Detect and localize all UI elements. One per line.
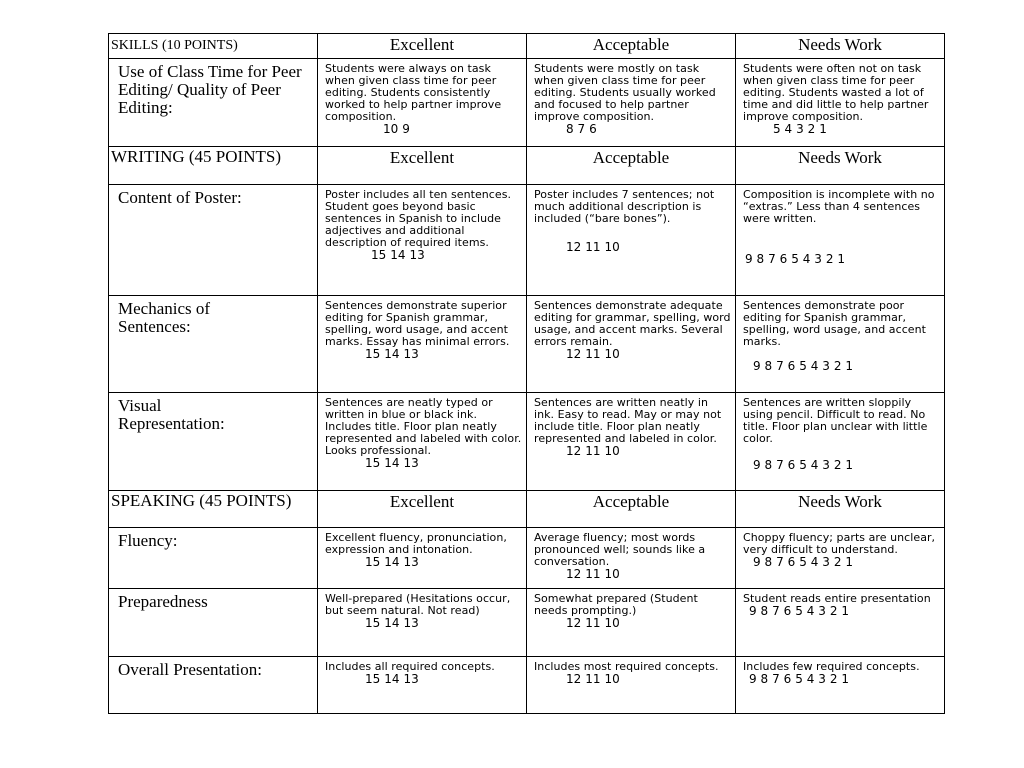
needs-work-scores: 5 4 3 2 1 bbox=[773, 122, 827, 136]
excellent-cell bbox=[318, 59, 527, 147]
excellent-scores: 15 14 13 bbox=[365, 672, 419, 686]
needs-work-scores: 9 8 7 6 5 4 3 2 1 bbox=[749, 672, 850, 686]
criterion-label: Content of Poster: bbox=[118, 188, 242, 207]
needs-work-description: Composition is incomplete with no “extras.” Less than 4 sentences were written. bbox=[743, 188, 935, 225]
header-excellent: Excellent bbox=[318, 147, 527, 185]
needs-work-cell bbox=[736, 185, 945, 296]
header-excellent: Excellent bbox=[318, 491, 527, 528]
needs-work-description: Sentences are written sloppily using pencil. Difficult to read. No title. Floor plan unclear with little color. bbox=[743, 396, 928, 445]
needs-work-scores: 9 8 7 6 5 4 3 2 1 bbox=[749, 604, 850, 618]
criterion-cell bbox=[109, 296, 318, 393]
criterion-label: Use of Class Time for Peer Editing/ Quality of Peer Editing: bbox=[118, 62, 302, 117]
skills-section-label: SKILLS (10 POINTS) bbox=[109, 34, 318, 59]
header-acceptable: Acceptable bbox=[527, 34, 736, 59]
rubric-row-class-time bbox=[109, 59, 945, 147]
header-needs-work: Needs Work bbox=[736, 147, 945, 185]
acceptable-scores: 8 7 6 bbox=[566, 122, 597, 136]
writing-header-row bbox=[109, 147, 945, 185]
excellent-description: Poster includes all ten sentences. Student goes beyond basic sentences in Spanish to include adjectives and additional description of required items. bbox=[325, 188, 512, 249]
acceptable-cell bbox=[527, 185, 736, 296]
criterion-label: Mechanics of Sentences: bbox=[118, 299, 211, 336]
criterion-cell bbox=[109, 59, 318, 147]
excellent-cell bbox=[318, 185, 527, 296]
excellent-scores: 15 14 13 bbox=[365, 456, 419, 470]
acceptable-description: Poster includes 7 sentences; not much additional description is included (“bare bones”). bbox=[534, 188, 715, 225]
acceptable-description: Sentences are written neatly in ink. Easy to read. May or may not include title. Floor plan neatly represented and labeled in color. bbox=[534, 396, 722, 445]
excellent-description: Excellent fluency, pronunciation, expression and intonation. bbox=[325, 531, 507, 556]
rubric-row-preparedness bbox=[109, 589, 945, 657]
rubric-table bbox=[108, 33, 945, 714]
excellent-scores: 15 14 13 bbox=[365, 347, 419, 361]
excellent-cell bbox=[318, 393, 527, 491]
speaking-section-label: SPEAKING (45 POINTS) bbox=[109, 491, 318, 528]
needs-work-cell bbox=[736, 528, 945, 589]
header-excellent: Excellent bbox=[318, 34, 527, 59]
excellent-description: Students were always on task when given class time for peer editing. Students consistently worked to help partner improve composition. bbox=[325, 62, 502, 123]
acceptable-scores: 12 11 10 bbox=[566, 567, 620, 581]
excellent-cell bbox=[318, 296, 527, 393]
excellent-description: Sentences are neatly typed or written in blue or black ink. Includes title. Floor plan neatly represented and labeled with color. Looks professional. bbox=[325, 396, 522, 457]
criterion-label: Overall Presentation: bbox=[118, 660, 262, 679]
skills-header-row bbox=[109, 34, 945, 59]
header-acceptable: Acceptable bbox=[527, 147, 736, 185]
excellent-scores: 15 14 13 bbox=[365, 616, 419, 630]
needs-work-cell bbox=[736, 296, 945, 393]
criterion-cell bbox=[109, 528, 318, 589]
acceptable-description: Average fluency; most words pronounced well; sounds like a conversation. bbox=[534, 531, 706, 568]
acceptable-cell bbox=[527, 296, 736, 393]
needs-work-description: Includes few required concepts. bbox=[743, 660, 920, 673]
acceptable-scores: 12 11 10 bbox=[566, 616, 620, 630]
acceptable-cell bbox=[527, 589, 736, 657]
needs-work-cell bbox=[736, 657, 945, 714]
needs-work-description: Choppy fluency; parts are unclear, very difficult to understand. bbox=[743, 531, 936, 556]
needs-work-cell bbox=[736, 59, 945, 147]
needs-work-scores: 9 8 7 6 5 4 3 2 1 bbox=[753, 359, 854, 373]
acceptable-scores: 12 11 10 bbox=[566, 444, 620, 458]
acceptable-description: Somewhat prepared (Student needs prompting.) bbox=[534, 592, 698, 617]
needs-work-description: Students were often not on task when given class time for peer editing. Students wasted a lot of time and did little to help partner improve composition. bbox=[743, 62, 929, 123]
needs-work-scores: 9 8 7 6 5 4 3 2 1 bbox=[753, 555, 854, 569]
excellent-description: Well-prepared (Hesitations occur, but seem natural. Not read) bbox=[325, 592, 511, 617]
criterion-label: Visual Representation: bbox=[118, 396, 225, 433]
excellent-scores: 10 9 bbox=[383, 122, 410, 136]
excellent-description: Includes all required concepts. bbox=[325, 660, 495, 673]
acceptable-cell bbox=[527, 528, 736, 589]
criterion-label: Preparedness bbox=[118, 592, 208, 611]
rubric-row-overall-presentation bbox=[109, 657, 945, 714]
header-acceptable: Acceptable bbox=[527, 491, 736, 528]
excellent-cell bbox=[318, 657, 527, 714]
needs-work-cell bbox=[736, 589, 945, 657]
needs-work-description: Student reads entire presentation bbox=[743, 592, 931, 605]
rubric-row-mechanics bbox=[109, 296, 945, 393]
needs-work-description: Sentences demonstrate poor editing for Spanish grammar, spelling, word usage, and accent marks. bbox=[743, 299, 926, 348]
acceptable-description: Sentences demonstrate adequate editing for grammar, spelling, word usage, and accent marks. Several errors remain. bbox=[534, 299, 731, 348]
needs-work-cell bbox=[736, 393, 945, 491]
acceptable-description: Includes most required concepts. bbox=[534, 660, 719, 673]
criterion-cell bbox=[109, 657, 318, 714]
acceptable-scores: 12 11 10 bbox=[566, 240, 620, 254]
excellent-scores: 15 14 13 bbox=[365, 555, 419, 569]
header-needs-work: Needs Work bbox=[736, 34, 945, 59]
needs-work-scores: 9 8 7 6 5 4 3 2 1 bbox=[745, 252, 846, 266]
rubric-row-content-of-poster bbox=[109, 185, 945, 296]
excellent-cell bbox=[318, 528, 527, 589]
acceptable-scores: 12 11 10 bbox=[566, 672, 620, 686]
excellent-cell bbox=[318, 589, 527, 657]
criterion-cell bbox=[109, 185, 318, 296]
criterion-cell bbox=[109, 393, 318, 491]
writing-section-label: WRITING (45 POINTS) bbox=[109, 147, 318, 185]
acceptable-cell bbox=[527, 59, 736, 147]
header-needs-work: Needs Work bbox=[736, 491, 945, 528]
speaking-header-row bbox=[109, 491, 945, 528]
excellent-scores: 15 14 13 bbox=[371, 248, 425, 262]
excellent-description: Sentences demonstrate superior editing for Spanish grammar, spelling, word usage, and accent marks. Essay has minimal errors. bbox=[325, 299, 510, 348]
acceptable-scores: 12 11 10 bbox=[566, 347, 620, 361]
rubric-row-fluency bbox=[109, 528, 945, 589]
criterion-cell bbox=[109, 589, 318, 657]
criterion-label: Fluency: bbox=[118, 531, 178, 550]
acceptable-cell bbox=[527, 393, 736, 491]
needs-work-scores: 9 8 7 6 5 4 3 2 1 bbox=[753, 458, 854, 472]
acceptable-description: Students were mostly on task when given class time for peer editing. Students usually worked and focused to help partner improve composition. bbox=[534, 62, 716, 123]
acceptable-cell bbox=[527, 657, 736, 714]
rubric-row-visual-representation bbox=[109, 393, 945, 491]
